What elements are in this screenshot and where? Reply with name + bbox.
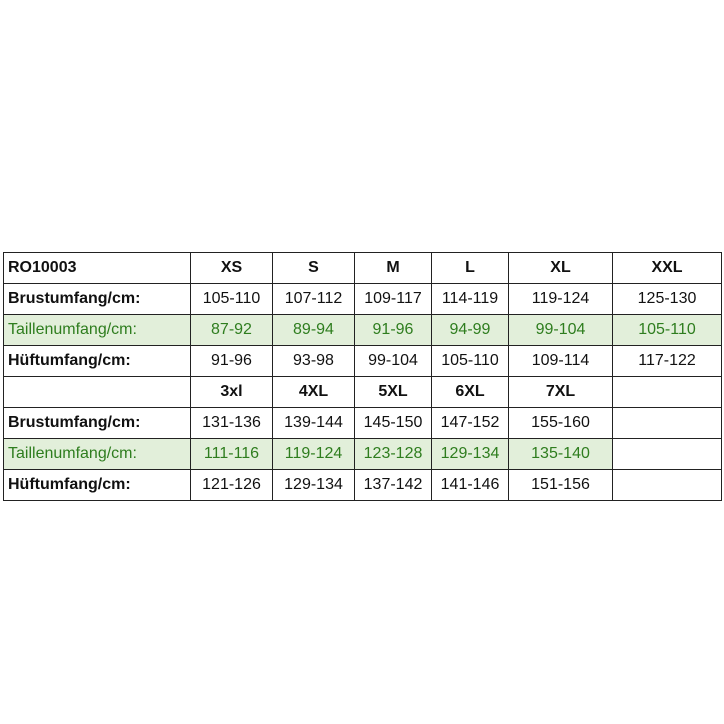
table-cell: 91-96 [355, 315, 432, 346]
table-cell: 99-104 [509, 315, 613, 346]
table-cell: 107-112 [273, 284, 355, 315]
size-header: 5XL [355, 377, 432, 408]
size-header: 3xl [191, 377, 273, 408]
table-cell: 147-152 [432, 408, 509, 439]
table-cell: 135-140 [509, 439, 613, 470]
table-cell: 129-134 [432, 439, 509, 470]
chest-row [4, 284, 722, 315]
waist-row [4, 315, 722, 346]
size-header: L [432, 253, 509, 284]
table-cell: 119-124 [273, 439, 355, 470]
table-cell: 117-122 [613, 346, 722, 377]
header-row [4, 253, 722, 284]
empty-cell [613, 439, 722, 470]
table-cell: 105-110 [613, 315, 722, 346]
table-cell: 141-146 [432, 470, 509, 501]
table-cell: 99-104 [355, 346, 432, 377]
table-cell: 93-98 [273, 346, 355, 377]
hip-row [4, 470, 722, 501]
table-cell: 91-96 [191, 346, 273, 377]
table-cell: 121-126 [191, 470, 273, 501]
table-cell: 125-130 [613, 284, 722, 315]
table-cell: 94-99 [432, 315, 509, 346]
table-cell: 145-150 [355, 408, 432, 439]
row-label: Hüftumfang/cm: [4, 346, 191, 377]
size-header: XL [509, 253, 613, 284]
row-label: Hüftumfang/cm: [4, 470, 191, 501]
row-label: Brustumfang/cm: [4, 284, 191, 315]
size-header: 7XL [509, 377, 613, 408]
table-cell: 109-117 [355, 284, 432, 315]
table-cell: 155-160 [509, 408, 613, 439]
size-header: 4XL [273, 377, 355, 408]
waist-row [4, 439, 722, 470]
empty-cell [4, 377, 191, 408]
row-label: Taillenumfang/cm: [4, 315, 191, 346]
row-label: Taillenumfang/cm: [4, 439, 191, 470]
size-header: M [355, 253, 432, 284]
table-cell: 114-119 [432, 284, 509, 315]
table-cell: 139-144 [273, 408, 355, 439]
size-header: XXL [613, 253, 722, 284]
table-cell: 105-110 [432, 346, 509, 377]
table-cell: 119-124 [509, 284, 613, 315]
table-cell: 131-136 [191, 408, 273, 439]
table-cell: 111-116 [191, 439, 273, 470]
hip-row [4, 346, 722, 377]
table-cell: 137-142 [355, 470, 432, 501]
table-cell: 109-114 [509, 346, 613, 377]
row-label: Brustumfang/cm: [4, 408, 191, 439]
table-cell: 105-110 [191, 284, 273, 315]
empty-cell [613, 470, 722, 501]
header-row [4, 377, 722, 408]
size-header: S [273, 253, 355, 284]
table-cell: 89-94 [273, 315, 355, 346]
table-cell: 123-128 [355, 439, 432, 470]
table-cell: 151-156 [509, 470, 613, 501]
size-chart-table [3, 252, 722, 501]
empty-cell [613, 377, 722, 408]
table-cell: 87-92 [191, 315, 273, 346]
size-header: XS [191, 253, 273, 284]
chest-row [4, 408, 722, 439]
empty-cell [613, 408, 722, 439]
article-number: RO10003 [4, 253, 191, 284]
size-header: 6XL [432, 377, 509, 408]
table-cell: 129-134 [273, 470, 355, 501]
